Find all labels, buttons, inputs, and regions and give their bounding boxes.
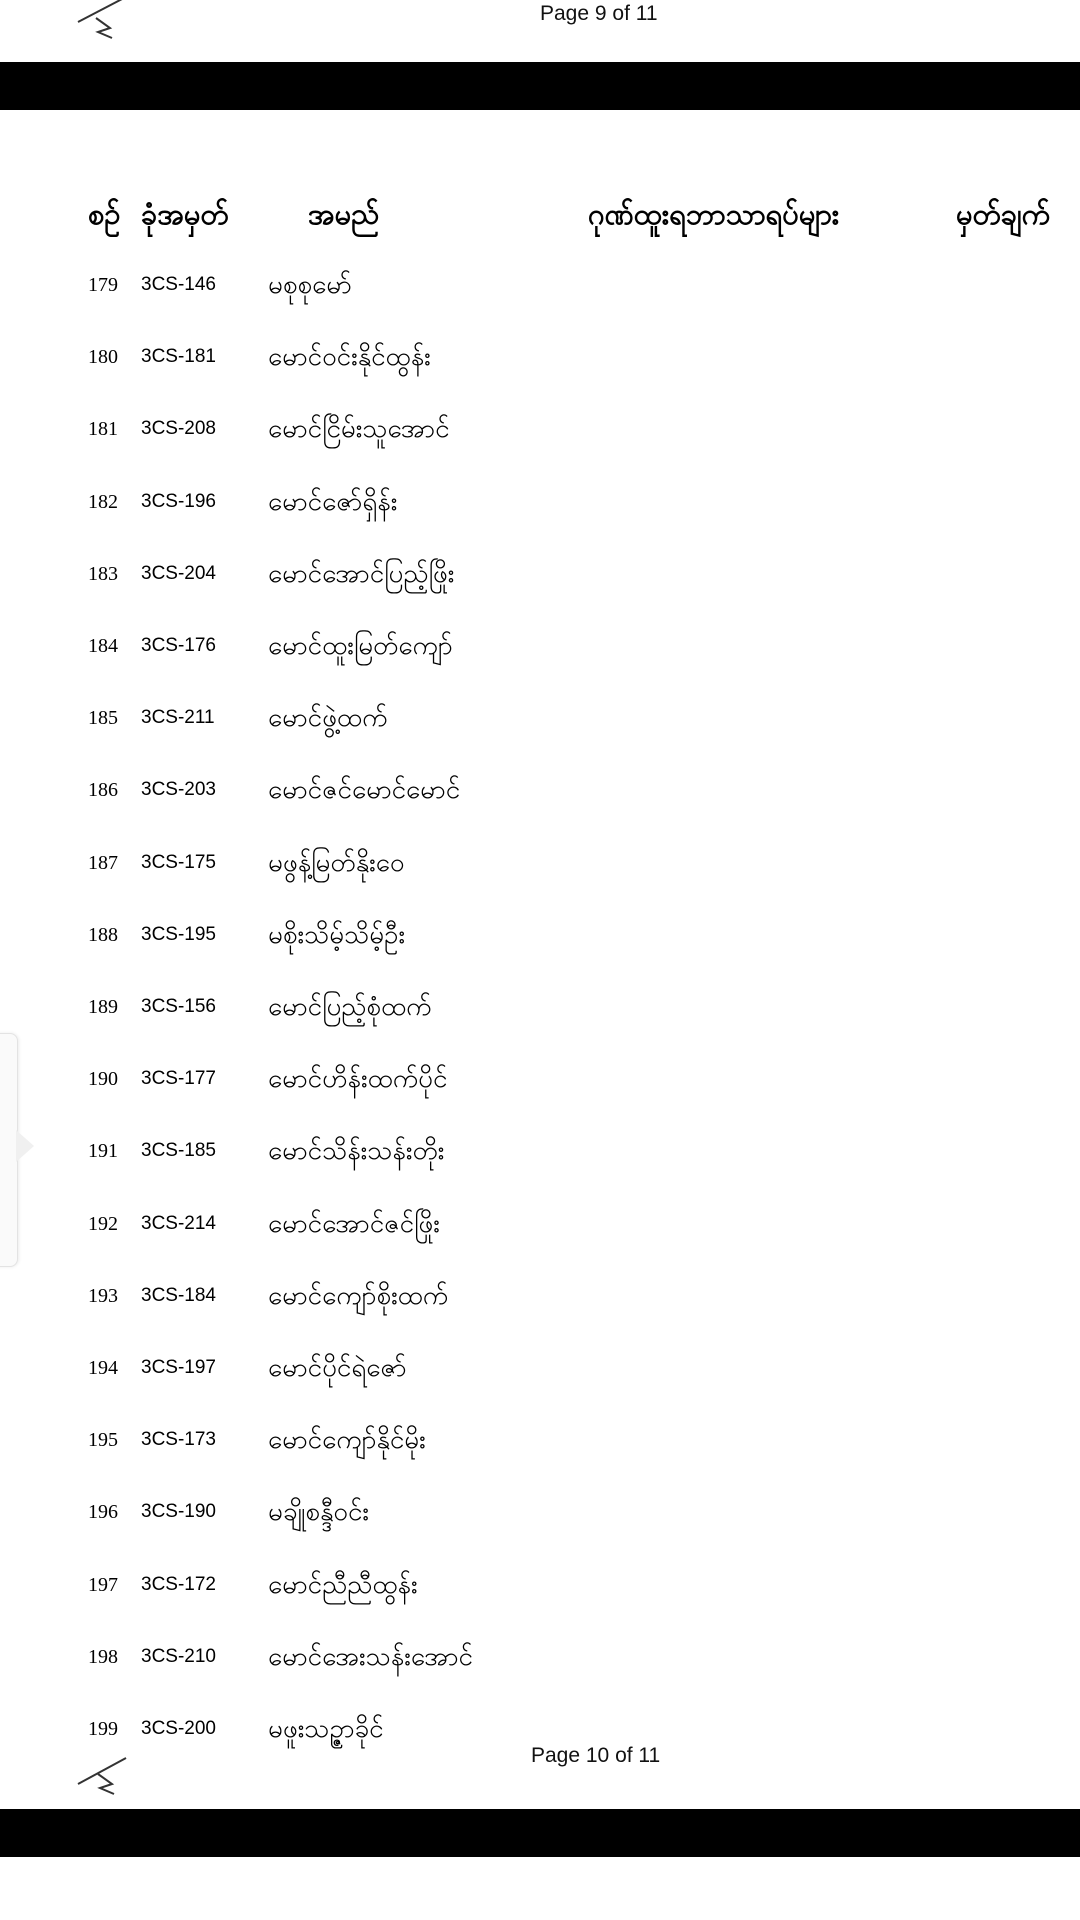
row-number: 193 bbox=[88, 1285, 118, 1307]
row-roll-number: 3CS-156 bbox=[141, 996, 216, 1017]
table-row bbox=[0, 1132, 1080, 1192]
row-number: 183 bbox=[88, 563, 118, 585]
row-student-name: မောင်ညီညီထွန်း bbox=[268, 1570, 418, 1600]
table-row bbox=[0, 916, 1080, 976]
row-student-name: မောင်ပြည့်စုံထက် bbox=[268, 992, 432, 1022]
row-number: 195 bbox=[88, 1429, 118, 1451]
row-number: 196 bbox=[88, 1501, 118, 1523]
page-footer: Page 10 of 11 bbox=[531, 1744, 661, 1767]
row-student-name: မောင်အောင်ပြည့်ဖြိုး bbox=[268, 559, 455, 589]
row-student-name: မောင်ကျော်စိုးထက် bbox=[268, 1281, 449, 1311]
row-roll-number: 3CS-190 bbox=[141, 1501, 216, 1522]
header-roll: ခုံအမှတ် bbox=[141, 197, 229, 231]
table-row bbox=[0, 771, 1080, 831]
chevron-right-icon[interactable] bbox=[16, 1130, 34, 1162]
signature-initial-icon bbox=[72, 1736, 136, 1800]
row-student-name: မဖွန့်မြတ်နိုးဝေ bbox=[268, 848, 405, 878]
table-row bbox=[0, 410, 1080, 470]
document-page bbox=[0, 110, 1080, 1809]
row-roll-number: 3CS-146 bbox=[141, 274, 216, 295]
row-roll-number: 3CS-172 bbox=[141, 1574, 216, 1595]
row-student-name: မောင်ဟိန်းထက်ပိုင် bbox=[268, 1064, 448, 1094]
row-number: 189 bbox=[88, 996, 118, 1018]
row-roll-number: 3CS-214 bbox=[141, 1213, 216, 1234]
row-student-name: မဖူးသဥ္ဇာခိုင် bbox=[268, 1714, 384, 1744]
header-remarks: မှတ်ချက် bbox=[956, 197, 1051, 231]
row-roll-number: 3CS-184 bbox=[141, 1285, 216, 1306]
row-number: 187 bbox=[88, 852, 118, 874]
table-row bbox=[0, 1277, 1080, 1337]
row-student-name: မောင်ကျော်နိုင်မိုး bbox=[268, 1425, 426, 1455]
row-number: 199 bbox=[88, 1718, 118, 1740]
row-roll-number: 3CS-210 bbox=[141, 1646, 216, 1667]
row-roll-number: 3CS-208 bbox=[141, 418, 216, 439]
row-roll-number: 3CS-196 bbox=[141, 491, 216, 512]
row-roll-number: 3CS-211 bbox=[141, 707, 215, 728]
row-student-name: မောင်ထူးမြတ်ကျော် bbox=[268, 631, 453, 661]
row-number: 197 bbox=[88, 1574, 118, 1596]
row-student-name: မောင်အေးသန်းအောင် bbox=[268, 1642, 473, 1672]
row-number: 181 bbox=[88, 418, 118, 440]
table-row bbox=[0, 1638, 1080, 1698]
row-number: 179 bbox=[88, 274, 118, 296]
row-number: 184 bbox=[88, 635, 118, 657]
page-separator bbox=[0, 62, 1080, 110]
row-student-name: မစုစုမော် bbox=[268, 270, 352, 300]
row-roll-number: 3CS-200 bbox=[141, 1718, 216, 1739]
row-student-name: မစိုးသိမ့်သိမ့်ဦး bbox=[268, 920, 406, 950]
row-number: 198 bbox=[88, 1646, 118, 1668]
row-roll-number: 3CS-176 bbox=[141, 635, 216, 656]
row-roll-number: 3CS-175 bbox=[141, 852, 216, 873]
row-student-name: မချိုစန္ဒီဝင်း bbox=[268, 1497, 370, 1527]
row-student-name: မောင်ဇော်ရှိန်း bbox=[268, 487, 398, 517]
row-student-name: မောင်ပိုင်ရဲဇော် bbox=[268, 1353, 407, 1383]
table-row bbox=[0, 1205, 1080, 1265]
row-student-name: မောင်အောင်ဇင်ဖြိုး bbox=[268, 1209, 440, 1239]
row-roll-number: 3CS-177 bbox=[141, 1068, 216, 1089]
page-separator bbox=[0, 1809, 1080, 1857]
row-number: 185 bbox=[88, 707, 118, 729]
table-header bbox=[0, 196, 1080, 252]
row-number: 186 bbox=[88, 779, 118, 801]
row-number: 188 bbox=[88, 924, 118, 946]
row-roll-number: 3CS-203 bbox=[141, 779, 216, 800]
row-roll-number: 3CS-185 bbox=[141, 1140, 216, 1161]
row-roll-number: 3CS-173 bbox=[141, 1429, 216, 1450]
table-row bbox=[0, 1060, 1080, 1120]
row-roll-number: 3CS-181 bbox=[141, 346, 216, 367]
header-no: စဉ် bbox=[88, 197, 121, 231]
row-number: 194 bbox=[88, 1357, 118, 1379]
table-row bbox=[0, 338, 1080, 398]
row-number: 191 bbox=[88, 1140, 118, 1162]
row-student-name: မောင်သိန်းသန်းတိုး bbox=[268, 1136, 445, 1166]
row-student-name: မောင်ဝင်းနိုင်ထွန်း bbox=[268, 342, 431, 372]
table-row bbox=[0, 555, 1080, 615]
header-name: အမည် bbox=[308, 197, 380, 231]
row-student-name: မောင်ဇင်မောင်မောင် bbox=[268, 775, 461, 805]
row-roll-number: 3CS-197 bbox=[141, 1357, 216, 1378]
table-row bbox=[0, 1421, 1080, 1481]
table-row bbox=[0, 1566, 1080, 1626]
row-student-name: မောင်ဖွဲ့ထက် bbox=[268, 703, 388, 733]
table-row bbox=[0, 483, 1080, 543]
table-row bbox=[0, 1493, 1080, 1553]
row-number: 192 bbox=[88, 1213, 118, 1235]
signature-initial-icon bbox=[72, 0, 136, 52]
row-roll-number: 3CS-195 bbox=[141, 924, 216, 945]
row-number: 182 bbox=[88, 491, 118, 513]
page-footer: Page 9 of 11 bbox=[540, 2, 658, 25]
table-row bbox=[0, 844, 1080, 904]
table-row bbox=[0, 699, 1080, 759]
previous-page bbox=[0, 0, 1080, 62]
row-number: 190 bbox=[88, 1068, 118, 1090]
row-roll-number: 3CS-204 bbox=[141, 563, 216, 584]
table-row bbox=[0, 988, 1080, 1048]
table-row bbox=[0, 1349, 1080, 1409]
row-number: 180 bbox=[88, 346, 118, 368]
header-distinctions: ဂုဏ်ထူးရဘာသာရပ်များ bbox=[588, 197, 840, 231]
row-student-name: မောင်ငြိမ်းသူအောင် bbox=[268, 414, 450, 444]
table-row bbox=[0, 266, 1080, 326]
table-row bbox=[0, 627, 1080, 687]
